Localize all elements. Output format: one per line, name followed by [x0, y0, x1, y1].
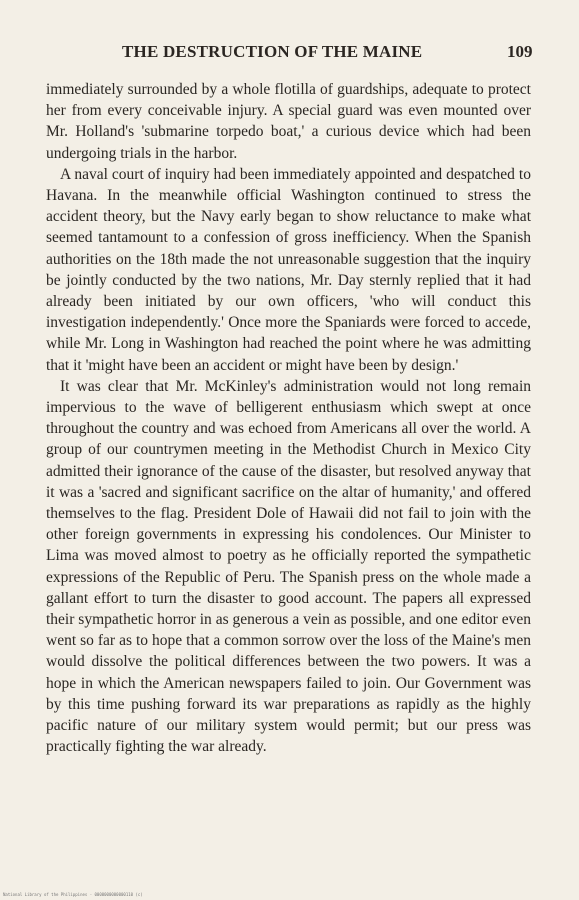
page-number: 109	[507, 42, 533, 61]
running-title: THE DESTRUCTION OF THE MAINE	[122, 42, 423, 61]
paragraph-continued: immediately surrounded by a whole flotilla of guardships, adequate to protect her from every conceivable injury. A special guard was even mounted over Mr. Holland's 'submarine torpedo boat,' a curious device which had been undergoing trials in the harbor.	[46, 81, 531, 162]
body-text	[46, 79, 531, 758]
running-head	[0, 42, 579, 66]
paragraph: A naval court of inquiry had been immediately appointed and despatched to Havana. In the meanwhile official Washington continued to stress the accident theory, but the Navy early began to show reluctance to make what seemed tantamount to a confession of gross inefficiency. When the Spanish authorities on the 18th made the not unreasonable suggestion that the inquiry be jointly conducted by the two nations, Mr. Day sternly replied that it had already been initiated by our own officers, 'who will conduct this investigation independently.' Once more the Spaniards were forced to accede, while Mr. Long in Washington had reached the point where he was admitting that it 'might have been an accident or might have been by design.'	[46, 165, 531, 374]
paragraph: It was clear that Mr. McKinley's administration would not long remain impervious to the wave of belligerent enthusiasm which swept at once throughout the country and was echoed from Americans all over the world. A group of our countrymen meeting in the Methodist Church in Mexico City admitted their ignorance of the cause of the disaster, but resolved anyway that it was a 'sacred and significant sacrifice on the altar of humanity,' and offered themselves to the flag. President Dole of Hawaii did not fail to join with the other foreign governments in expressing his condolences. Our Minister to Lima was moved almost to poetry as he officially reported the sympathetic expressions of the Republic of Peru. The Spanish press on the whole made a gallant effort to turn the disaster to good account. The papers all expressed their sympathetic horror in as generous a vein as possible, and one editor even went so far as to hope that a common sorrow over the loss of the Maine's men would dissolve the political differences between the two powers. It was a hope in which the American newspapers failed to join. Our Government was by this time pushing forward its war preparations as rapidly as the highly pacific nature of our military system would permit; but our press was practically fighting the war already.	[46, 377, 531, 756]
scan-footer-note: National Library of the Philippines · 0000000000000110 (c)	[3, 892, 143, 897]
